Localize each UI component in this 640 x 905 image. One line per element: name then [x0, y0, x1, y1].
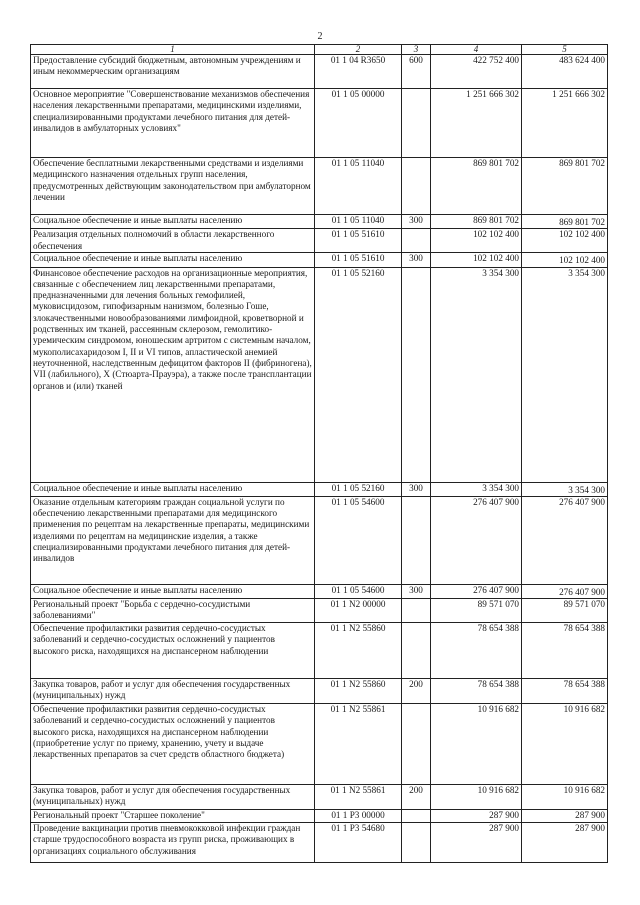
table-row [31, 623, 608, 679]
row-amount-year-1: 102 102 400 [431, 253, 522, 267]
row-code: 01 1 N2 55861 [315, 704, 402, 785]
row-code: 01 1 05 54600 [315, 584, 402, 598]
row-code: 01 1 05 00000 [315, 89, 402, 158]
row-expense-type [402, 496, 431, 584]
row-expense-type [402, 810, 431, 823]
row-code: 01 1 N2 55861 [315, 785, 402, 810]
row-name: Обеспечение бесплатными лекарственными средствами и изделиями медицинского назначения отдельных групп населения, предусмотренных действующим законодательством при амбулаторном лечении [31, 158, 315, 215]
row-code: 01 1 05 51610 [315, 229, 402, 253]
row-name: Проведение вакцинации против пневмококковой инфекции граждан старше трудоспособного возраста из групп риска, проживающих в организациях социального обслуживания [31, 823, 315, 863]
row-expense-type [402, 823, 431, 863]
budget-table [30, 44, 608, 863]
row-name: Социальное обеспечение и иные выплаты населению [31, 482, 315, 496]
row-code: 01 1 05 11040 [315, 215, 402, 229]
table-row [31, 785, 608, 810]
row-code: 01 1 05 54600 [315, 496, 402, 584]
row-expense-type: 200 [402, 785, 431, 810]
table-header-row [31, 45, 608, 55]
row-expense-type: 300 [402, 215, 431, 229]
row-amount-year-2: 287 900 [522, 823, 608, 863]
header-col-4: 4 [431, 45, 522, 55]
header-col-3: 3 [402, 45, 431, 55]
row-amount-year-1: 422 752 400 [431, 55, 522, 89]
row-amount-year-1: 78 654 388 [431, 679, 522, 704]
table-row [31, 599, 608, 623]
row-name: Оказание отдельным категориям граждан социальной услуги по обеспечению лекарственными препаратами для медицинского применения по рецептам на лекарственные препараты, медицинскими изделиями по рецептам на медицинские изделия, а также специализированными продуктами лечебного питания для детей-инвалидов [31, 496, 315, 584]
row-amount-year-1: 1 251 666 302 [431, 89, 522, 158]
header-col-5: 5 [522, 45, 608, 55]
table-row [31, 496, 608, 584]
row-name: Социальное обеспечение и иные выплаты населению [31, 215, 315, 229]
row-expense-type [402, 599, 431, 623]
table-row [31, 823, 608, 863]
row-name: Региональный проект "Старшее поколение" [31, 810, 315, 823]
row-expense-type [402, 89, 431, 158]
row-name: Реализация отдельных полномочий в области лекарственного обеспечения [31, 229, 315, 253]
row-amount-year-1: 276 407 900 [431, 584, 522, 598]
row-code: 01 1 05 52160 [315, 267, 402, 482]
row-code: 01 1 N2 55860 [315, 623, 402, 679]
row-expense-type [402, 704, 431, 785]
row-name: Социальное обеспечение и иные выплаты населению [31, 584, 315, 598]
row-amount-year-2: 3 354 300 [522, 482, 608, 496]
row-expense-type [402, 158, 431, 215]
table-row [31, 253, 608, 267]
row-name: Закупка товаров, работ и услуг для обеспечения государственных (муниципальных) нужд [31, 679, 315, 704]
row-amount-year-2: 869 801 702 [522, 215, 608, 229]
row-name: Предоставление субсидий бюджетным, автономным учреждениям и иным некоммерческим организациям [31, 55, 315, 89]
row-name: Социальное обеспечение и иные выплаты населению [31, 253, 315, 267]
row-amount-year-2: 483 624 400 [522, 55, 608, 89]
row-code: 01 1 05 52160 [315, 482, 402, 496]
row-amount-year-1: 78 654 388 [431, 623, 522, 679]
row-amount-year-1: 10 916 682 [431, 704, 522, 785]
row-amount-year-1: 287 900 [431, 823, 522, 863]
table-row [31, 267, 608, 482]
row-code: 01 1 04 R3650 [315, 55, 402, 89]
row-code: 01 1 P3 54680 [315, 823, 402, 863]
row-amount-year-2: 102 102 400 [522, 229, 608, 253]
table-row [31, 810, 608, 823]
row-code: 01 1 05 11040 [315, 158, 402, 215]
row-amount-year-2: 869 801 702 [522, 158, 608, 215]
row-code: 01 1 05 51610 [315, 253, 402, 267]
table-row [31, 482, 608, 496]
table-row [31, 89, 608, 158]
row-amount-year-2: 287 900 [522, 810, 608, 823]
row-name: Финансовое обеспечение расходов на организационные мероприятия, связанные с обеспечением лиц лекарственными препаратами, предназначенными для лечения больных гемофилией, муковисцидозом, гипофизарным нанизмом, болезнью Гоше, злокачественными новообразованиями лимфоидной, кроветворной и родственных им тканей, рассеянным склерозом, гемолитико-уремическим синдромом, юношеским артритом с системным началом, мукополисахаридозом I, II и VI типов, апластической анемией неуточненной, наследственным дефицитом факторов II (фибриногена), VII (лабильного), X (Стюарта-Прауэра), а также после трансплантации органов и (или) тканей [31, 267, 315, 482]
row-name: Основное мероприятие "Совершенствование механизмов обеспечения населения лекарственными препаратами, медицинскими изделиями, специализированными продуктами лечебного питания для детей-инвалидов в амбулаторных условиях" [31, 89, 315, 158]
row-name: Региональный проект "Борьба с сердечно-сосудистыми заболеваниями" [31, 599, 315, 623]
row-expense-type [402, 229, 431, 253]
page-number: 2 [317, 31, 323, 42]
header-col-2: 2 [315, 45, 402, 55]
row-code: 01 1 N2 55860 [315, 679, 402, 704]
row-code: 01 1 P3 00000 [315, 810, 402, 823]
row-expense-type: 300 [402, 584, 431, 598]
table-row [31, 584, 608, 598]
row-expense-type: 200 [402, 679, 431, 704]
table-row [31, 704, 608, 785]
row-amount-year-2: 78 654 388 [522, 679, 608, 704]
row-amount-year-1: 3 354 300 [431, 267, 522, 482]
row-expense-type [402, 267, 431, 482]
row-name: Обеспечение профилактики развития сердечно-сосудистых заболеваний и сердечно-сосудистых осложнений у пациентов высокого риска, находящихся на диспансерном наблюдении [31, 623, 315, 679]
row-amount-year-2: 3 354 300 [522, 267, 608, 482]
row-expense-type: 300 [402, 253, 431, 267]
row-amount-year-2: 89 571 070 [522, 599, 608, 623]
row-amount-year-1: 10 916 682 [431, 785, 522, 810]
row-amount-year-2: 1 251 666 302 [522, 89, 608, 158]
row-name: Закупка товаров, работ и услуг для обеспечения государственных (муниципальных) нужд [31, 785, 315, 810]
row-amount-year-1: 89 571 070 [431, 599, 522, 623]
row-amount-year-1: 869 801 702 [431, 215, 522, 229]
row-amount-year-1: 276 407 900 [431, 496, 522, 584]
row-expense-type: 600 [402, 55, 431, 89]
row-amount-year-1: 287 900 [431, 810, 522, 823]
row-amount-year-2: 78 654 388 [522, 623, 608, 679]
row-expense-type [402, 623, 431, 679]
row-amount-year-2: 276 407 900 [522, 496, 608, 584]
row-name: Обеспечение профилактики развития сердечно-сосудистых заболеваний и сердечно-сосудистых осложнений у пациентов высокого риска, находящихся на диспансерном наблюдении (приобретение услуг по приему, хранению, учету и выдаче лекарственных препаратов за счет средств областного бюджета) [31, 704, 315, 785]
table-row [31, 229, 608, 253]
row-amount-year-1: 3 354 300 [431, 482, 522, 496]
row-amount-year-1: 869 801 702 [431, 158, 522, 215]
table-row [31, 55, 608, 89]
header-col-1: 1 [31, 45, 315, 55]
row-amount-year-2: 276 407 900 [522, 584, 608, 598]
budget-table-body [31, 45, 608, 863]
row-amount-year-1: 102 102 400 [431, 229, 522, 253]
row-amount-year-2: 10 916 682 [522, 704, 608, 785]
table-row [31, 158, 608, 215]
row-amount-year-2: 10 916 682 [522, 785, 608, 810]
row-expense-type: 300 [402, 482, 431, 496]
table-row [31, 679, 608, 704]
table-row [31, 215, 608, 229]
row-amount-year-2: 102 102 400 [522, 253, 608, 267]
row-code: 01 1 N2 00000 [315, 599, 402, 623]
